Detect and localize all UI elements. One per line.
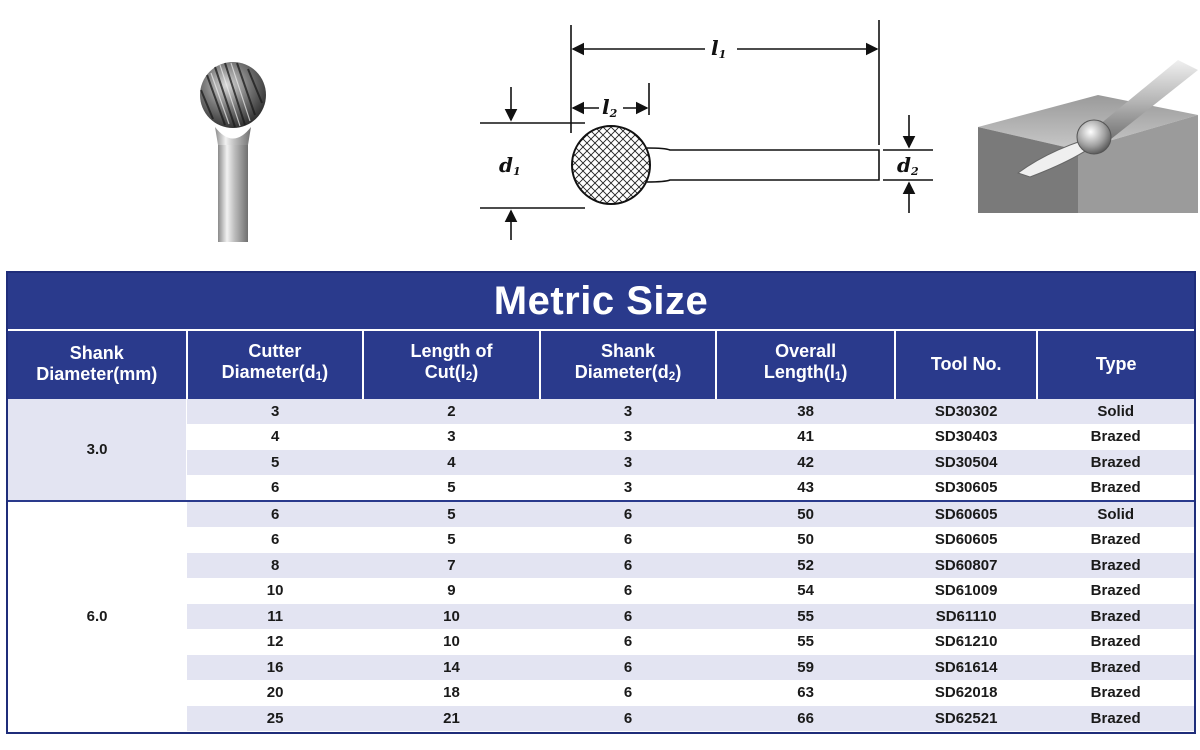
- shank-diameter-d2-cell: 6: [540, 629, 717, 655]
- header-tail: ): [472, 362, 479, 383]
- shank-diameter-group-cell: 3.0: [8, 398, 187, 501]
- overall-length-cell: 55: [716, 604, 895, 630]
- length-of-cut-cell: 10: [363, 604, 540, 630]
- overall-length-cell: 43: [716, 475, 895, 501]
- overall-length-cell: 55: [716, 629, 895, 655]
- table-row: [8, 398, 1194, 424]
- header-line1: Cutter: [248, 341, 302, 362]
- tool-no-cell: SD30302: [895, 398, 1037, 424]
- overall-length-cell: 42: [716, 450, 895, 476]
- length-of-cut-cell: 4: [363, 450, 540, 476]
- shank-diameter-d2-cell: 6: [540, 578, 717, 604]
- header-row: [8, 330, 1194, 398]
- tool-no-cell: SD60605: [895, 527, 1037, 553]
- overall-length-cell: 66: [716, 706, 895, 732]
- header-line1: Shank: [69, 343, 124, 363]
- overall-length-cell: 50: [716, 501, 895, 527]
- tool-no-cell: SD62018: [895, 680, 1037, 706]
- header-line2: Diameter(mm): [36, 364, 158, 384]
- type-cell: Brazed: [1037, 527, 1194, 553]
- header-subscript: 1: [834, 369, 842, 383]
- tool-no-cell: SD61009: [895, 578, 1037, 604]
- shank-diameter-d2-cell: 6: [540, 680, 717, 706]
- table-row: [8, 604, 1194, 630]
- type-cell: Brazed: [1037, 450, 1194, 476]
- l2-label: l2: [602, 95, 618, 120]
- type-cell: Brazed: [1037, 604, 1194, 630]
- length-of-cut-cell: 5: [363, 527, 540, 553]
- cutter-diameter-cell: 20: [187, 680, 364, 706]
- overall-length-cell: 52: [716, 553, 895, 579]
- length-of-cut-cell: 18: [363, 680, 540, 706]
- table-row: [8, 424, 1194, 450]
- header-line1: Shank: [601, 341, 656, 362]
- type-cell: Brazed: [1037, 578, 1194, 604]
- table-row: [8, 706, 1194, 732]
- shank-diameter-mm-header: [8, 330, 187, 398]
- type-cell: Brazed: [1037, 424, 1194, 450]
- tool-no-cell: SD30605: [895, 475, 1037, 501]
- illustration-area: [0, 0, 1200, 270]
- metric-size-table-container: [6, 271, 1196, 734]
- type-header: [1037, 330, 1194, 398]
- type-cell: Brazed: [1037, 475, 1194, 501]
- tool-no-header: [895, 330, 1037, 398]
- type-cell: Brazed: [1037, 655, 1194, 681]
- cutter-diameter-header: [187, 330, 364, 398]
- shank-diameter-d2-cell: 6: [540, 604, 717, 630]
- shank-diameter-d2-cell: 3: [540, 475, 717, 501]
- overall-length-cell: 59: [716, 655, 895, 681]
- overall-length-cell: 63: [716, 680, 895, 706]
- type-cell: Brazed: [1037, 553, 1194, 579]
- header-line2: Diameter(d: [574, 362, 669, 383]
- cutter-diameter-cell: 25: [187, 706, 364, 732]
- length-of-cut-cell: 5: [363, 475, 540, 501]
- cutter-diameter-cell: 8: [187, 553, 364, 579]
- header-line1: Tool No.: [930, 353, 1002, 374]
- length-of-cut-cell: 14: [363, 655, 540, 681]
- type-cell: Brazed: [1037, 680, 1194, 706]
- shank-diameter-d2-cell: 3: [540, 424, 717, 450]
- header-subscript: 1: [315, 369, 323, 383]
- overall-length-header: [716, 330, 895, 398]
- shank-diameter-d2-cell: 6: [540, 706, 717, 732]
- type-cell: Solid: [1037, 398, 1194, 424]
- shank-diameter-d2-cell: 3: [540, 450, 717, 476]
- header-tail: ): [841, 362, 848, 383]
- tool-no-cell: SD30403: [895, 424, 1037, 450]
- table-body: [8, 398, 1194, 731]
- table-row: [8, 629, 1194, 655]
- tool-no-cell: SD60605: [895, 501, 1037, 527]
- overall-length-cell: 38: [716, 398, 895, 424]
- table-row: [8, 450, 1194, 476]
- tool-no-cell: SD30504: [895, 450, 1037, 476]
- d1-label: d1: [499, 153, 521, 178]
- table-row: [8, 475, 1194, 501]
- header-line2: Length(l: [763, 362, 835, 383]
- header-line1: Overall: [775, 341, 837, 362]
- header-line1: Length of: [410, 341, 493, 362]
- table-row: [8, 527, 1194, 553]
- header-subscript: 2: [668, 369, 676, 383]
- header-line2: Diameter(d: [221, 362, 316, 383]
- length-of-cut-cell: 7: [363, 553, 540, 579]
- ball-burr-photo: [185, 55, 285, 245]
- tool-no-cell: SD61614: [895, 655, 1037, 681]
- header-line1: Type: [1095, 353, 1137, 374]
- length-of-cut-cell: 5: [363, 501, 540, 527]
- tool-no-cell: SD61210: [895, 629, 1037, 655]
- shank-diameter-group-cell: 6.0: [8, 501, 187, 731]
- length-of-cut-cell: 2: [363, 398, 540, 424]
- length-of-cut-header: [363, 330, 540, 398]
- cutter-diameter-cell: 6: [187, 475, 364, 501]
- cutter-diameter-cell: 11: [187, 604, 364, 630]
- shank-diameter-d2-cell: 6: [540, 501, 717, 527]
- type-cell: Solid: [1037, 501, 1194, 527]
- table-row: [8, 655, 1194, 681]
- shank-diameter-d2-cell: 6: [540, 655, 717, 681]
- d2-label: d2: [897, 153, 919, 178]
- cutter-diameter-cell: 6: [187, 501, 364, 527]
- table-row: [8, 578, 1194, 604]
- header-subscript: 2: [465, 369, 473, 383]
- length-of-cut-cell: 9: [363, 578, 540, 604]
- l1-label: l1: [711, 36, 727, 61]
- dimension-drawing: [475, 15, 945, 245]
- cutter-diameter-cell: 4: [187, 424, 364, 450]
- overall-length-cell: 50: [716, 527, 895, 553]
- header-tail: ): [322, 362, 329, 383]
- cutter-diameter-cell: 16: [187, 655, 364, 681]
- cutter-diameter-cell: 10: [187, 578, 364, 604]
- tool-no-cell: SD61110: [895, 604, 1037, 630]
- tool-no-cell: SD60807: [895, 553, 1037, 579]
- shank-diameter-d2-cell: 3: [540, 398, 717, 424]
- length-of-cut-cell: 10: [363, 629, 540, 655]
- type-cell: Brazed: [1037, 629, 1194, 655]
- cutter-diameter-cell: 12: [187, 629, 364, 655]
- application-illustration: [978, 55, 1198, 215]
- overall-length-cell: 54: [716, 578, 895, 604]
- length-of-cut-cell: 3: [363, 424, 540, 450]
- cutter-diameter-cell: 6: [187, 527, 364, 553]
- shank-diameter-d2-cell: 6: [540, 527, 717, 553]
- overall-length-cell: 41: [716, 424, 895, 450]
- type-cell: Brazed: [1037, 706, 1194, 732]
- shank-diameter-d2-header: [540, 330, 717, 398]
- table-row: [8, 680, 1194, 706]
- shank-diameter-d2-cell: 6: [540, 553, 717, 579]
- tool-no-cell: SD62521: [895, 706, 1037, 732]
- header-tail: ): [675, 362, 682, 383]
- table-row: [8, 553, 1194, 579]
- table-row: [8, 501, 1194, 527]
- length-of-cut-cell: 21: [363, 706, 540, 732]
- cutter-diameter-cell: 5: [187, 450, 364, 476]
- metric-size-table: [8, 273, 1194, 732]
- table-title: Metric Size: [8, 273, 1194, 330]
- header-line2: Cut(l: [424, 362, 466, 383]
- cutter-diameter-cell: 3: [187, 398, 364, 424]
